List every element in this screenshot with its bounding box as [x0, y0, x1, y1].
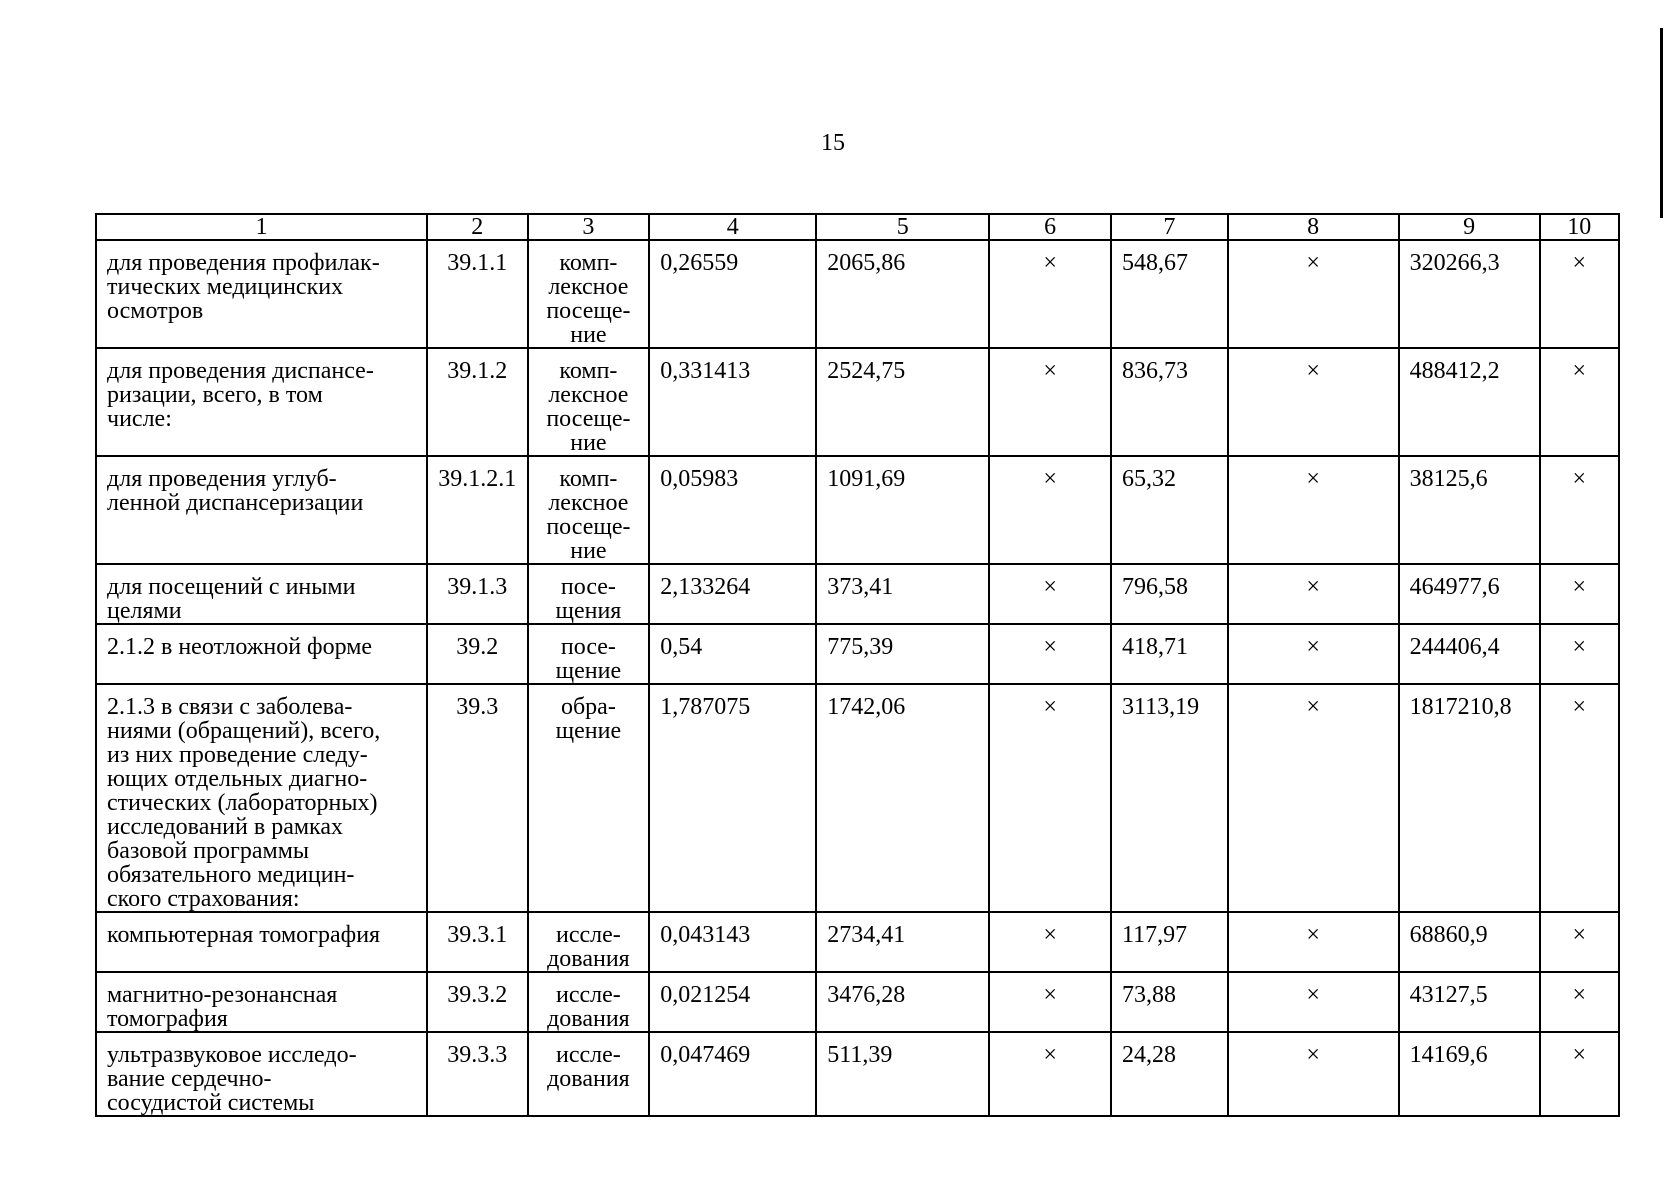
row-value-cell: 1742,06	[816, 684, 989, 912]
row-name-cell: для посещений с иными целями	[96, 564, 427, 624]
row-cross-cell: ×	[1540, 624, 1620, 684]
row-name-cell: для проведения диспансе- ризации, всего, в том числе:	[96, 348, 427, 456]
row-code-cell: 39.3	[427, 684, 528, 912]
row-cross-cell: ×	[1540, 972, 1620, 1032]
row-value-cell: 464977,6	[1399, 564, 1540, 624]
row-cross-cell: ×	[1228, 240, 1399, 348]
header-cell: 5	[816, 214, 989, 240]
row-cross-cell: ×	[989, 348, 1111, 456]
row-value-cell: 511,39	[816, 1032, 989, 1116]
row-name-cell: 2.1.3 в связи с заболева- ниями (обращений), всего, из них проведение следу- ющих отдельных диагно- стических (лабораторных) исследований в рамках базовой программы обязательного медицин- ского страхования:	[96, 684, 427, 912]
table-row	[96, 348, 1619, 456]
header-cell: 2	[427, 214, 528, 240]
row-value-cell: 65,32	[1111, 456, 1228, 564]
row-unit-cell: иссле- дования	[528, 1032, 650, 1116]
row-value-cell: 1091,69	[816, 456, 989, 564]
row-value-cell: 3113,19	[1111, 684, 1228, 912]
row-cross-cell: ×	[989, 972, 1111, 1032]
row-value-cell: 14169,6	[1399, 1032, 1540, 1116]
row-code-cell: 39.1.2	[427, 348, 528, 456]
scan-edge-mark	[1660, 28, 1663, 218]
table-row	[96, 1032, 1619, 1116]
row-value-cell: 2,133264	[649, 564, 816, 624]
row-cross-cell: ×	[1228, 684, 1399, 912]
row-value-cell: 548,67	[1111, 240, 1228, 348]
data-table	[95, 213, 1620, 1117]
row-code-cell: 39.3.1	[427, 912, 528, 972]
header-cell: 9	[1399, 214, 1540, 240]
row-value-cell: 1817210,8	[1399, 684, 1540, 912]
page-number: 15	[821, 130, 845, 156]
row-unit-cell: посе- щения	[528, 564, 650, 624]
row-code-cell: 39.2	[427, 624, 528, 684]
row-unit-cell: комп- лексное посеще- ние	[528, 456, 650, 564]
row-value-cell: 0,043143	[649, 912, 816, 972]
row-unit-cell: обра- щение	[528, 684, 650, 912]
row-code-cell: 39.1.1	[427, 240, 528, 348]
row-value-cell: 373,41	[816, 564, 989, 624]
row-cross-cell: ×	[1540, 1032, 1620, 1116]
row-value-cell: 0,021254	[649, 972, 816, 1032]
row-code-cell: 39.1.3	[427, 564, 528, 624]
row-cross-cell: ×	[1228, 624, 1399, 684]
row-code-cell: 39.1.2.1	[427, 456, 528, 564]
row-unit-cell: иссле- дования	[528, 972, 650, 1032]
row-cross-cell: ×	[989, 912, 1111, 972]
row-unit-cell: иссле- дования	[528, 912, 650, 972]
row-code-cell: 39.3.2	[427, 972, 528, 1032]
row-value-cell: 418,71	[1111, 624, 1228, 684]
row-cross-cell: ×	[989, 1032, 1111, 1116]
header-cell: 6	[989, 214, 1111, 240]
header-cell: 8	[1228, 214, 1399, 240]
row-name-cell: для проведения профилак- тических медицинских осмотров	[96, 240, 427, 348]
row-value-cell: 0,047469	[649, 1032, 816, 1116]
row-value-cell: 320266,3	[1399, 240, 1540, 348]
row-value-cell: 2065,86	[816, 240, 989, 348]
header-cell: 4	[649, 214, 816, 240]
row-value-cell: 3476,28	[816, 972, 989, 1032]
row-value-cell: 2734,41	[816, 912, 989, 972]
row-unit-cell: комп- лексное посеще- ние	[528, 348, 650, 456]
row-value-cell: 244406,4	[1399, 624, 1540, 684]
row-name-cell: магнитно-резонансная томография	[96, 972, 427, 1032]
row-cross-cell: ×	[989, 684, 1111, 912]
row-cross-cell: ×	[989, 456, 1111, 564]
row-cross-cell: ×	[1540, 348, 1620, 456]
row-cross-cell: ×	[1540, 240, 1620, 348]
row-value-cell: 68860,9	[1399, 912, 1540, 972]
header-cell: 10	[1540, 214, 1620, 240]
header-row	[96, 214, 1619, 240]
row-value-cell: 0,54	[649, 624, 816, 684]
table-row	[96, 624, 1619, 684]
row-value-cell: 0,05983	[649, 456, 816, 564]
row-cross-cell: ×	[1228, 1032, 1399, 1116]
row-value-cell: 24,28	[1111, 1032, 1228, 1116]
row-cross-cell: ×	[1228, 348, 1399, 456]
row-name-cell: ультразвуковое исследо- вание сердечно- сосудистой системы	[96, 1032, 427, 1116]
row-value-cell: 0,331413	[649, 348, 816, 456]
row-code-cell: 39.3.3	[427, 1032, 528, 1116]
row-value-cell: 2524,75	[816, 348, 989, 456]
row-name-cell: для проведения углуб- ленной диспансеризации	[96, 456, 427, 564]
table-row	[96, 240, 1619, 348]
row-value-cell: 796,58	[1111, 564, 1228, 624]
row-value-cell: 775,39	[816, 624, 989, 684]
row-cross-cell: ×	[1228, 972, 1399, 1032]
row-value-cell: 73,88	[1111, 972, 1228, 1032]
table-row	[96, 684, 1619, 912]
header-cell: 7	[1111, 214, 1228, 240]
header-cell: 1	[96, 214, 427, 240]
table-row	[96, 972, 1619, 1032]
row-cross-cell: ×	[1540, 684, 1620, 912]
row-unit-cell: комп- лексное посеще- ние	[528, 240, 650, 348]
row-value-cell: 836,73	[1111, 348, 1228, 456]
row-cross-cell: ×	[1228, 456, 1399, 564]
row-cross-cell: ×	[1540, 912, 1620, 972]
row-cross-cell: ×	[1228, 564, 1399, 624]
row-value-cell: 117,97	[1111, 912, 1228, 972]
row-value-cell: 38125,6	[1399, 456, 1540, 564]
row-value-cell: 1,787075	[649, 684, 816, 912]
row-cross-cell: ×	[1228, 912, 1399, 972]
row-cross-cell: ×	[989, 624, 1111, 684]
header-cell: 3	[528, 214, 650, 240]
row-cross-cell: ×	[989, 564, 1111, 624]
row-value-cell: 0,26559	[649, 240, 816, 348]
table-row	[96, 912, 1619, 972]
row-cross-cell: ×	[1540, 456, 1620, 564]
table-row	[96, 456, 1619, 564]
row-cross-cell: ×	[1540, 564, 1620, 624]
row-cross-cell: ×	[989, 240, 1111, 348]
row-name-cell: компьютерная томография	[96, 912, 427, 972]
row-unit-cell: посе- щение	[528, 624, 650, 684]
row-name-cell: 2.1.2 в неотложной форме	[96, 624, 427, 684]
row-value-cell: 488412,2	[1399, 348, 1540, 456]
table-row	[96, 564, 1619, 624]
row-value-cell: 43127,5	[1399, 972, 1540, 1032]
